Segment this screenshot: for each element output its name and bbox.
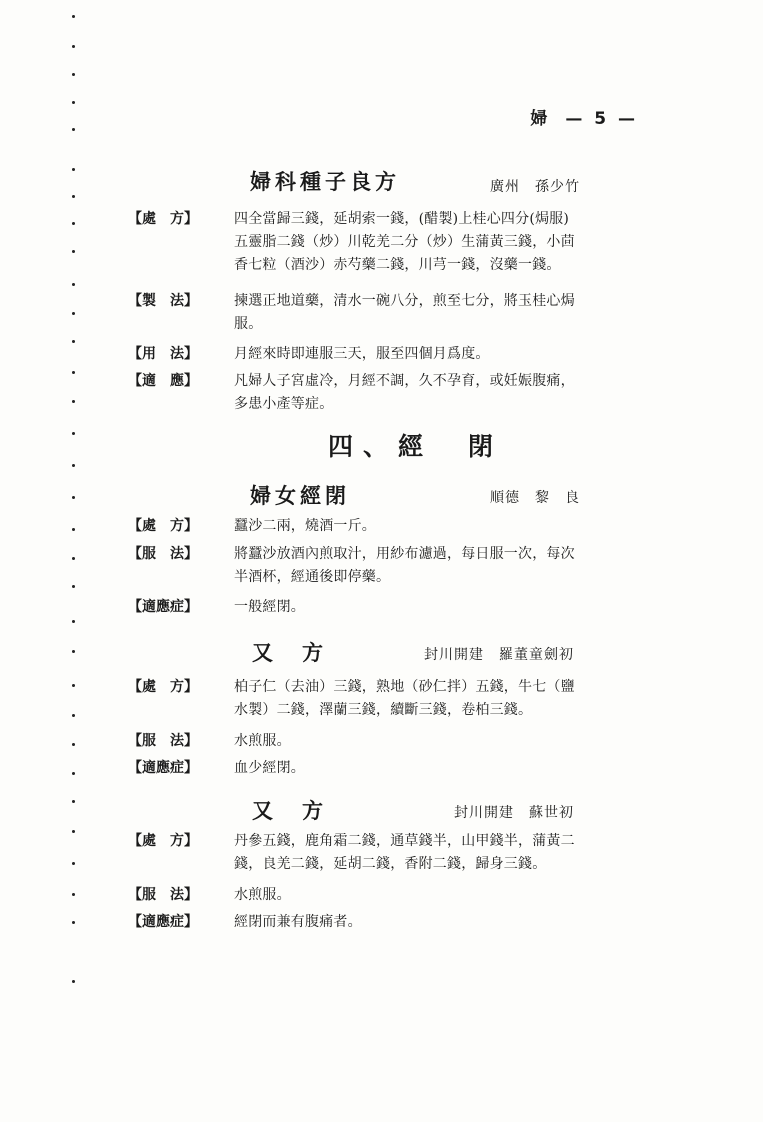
recipe-row-prescription bbox=[128, 515, 668, 538]
recipe-row-dosage bbox=[128, 730, 668, 753]
row-label: 【處 方】 bbox=[128, 833, 198, 849]
row-text-line: 丹參五錢，鹿角霜二錢，通草錢半，山甲錢半，蒲黃二 bbox=[234, 833, 575, 849]
section-title: 四、經 閉 bbox=[328, 432, 504, 461]
row-text-line: 揀選正地道藥，清水一碗八分，煎至七分，將玉桂心焗 bbox=[234, 293, 575, 309]
row-text-line: 水製）二錢，澤蘭三錢，續斷三錢，卷柏三錢。 bbox=[234, 702, 533, 718]
row-text-line: 柏子仁（去油）三錢，熟地（砂仁拌）五錢，牛七（鹽 bbox=[234, 679, 575, 695]
header-category: 婦 bbox=[530, 109, 551, 129]
recipe-row-indication bbox=[128, 596, 668, 619]
row-label: 【適應症】 bbox=[128, 914, 198, 930]
row-label: 【適應症】 bbox=[128, 760, 198, 776]
recipe-title: 婦科種子良方 bbox=[250, 169, 400, 194]
recipe-row-prescription bbox=[128, 830, 668, 876]
row-text-line: 月經來時即連服三天，服至四個月爲度。 bbox=[234, 346, 490, 362]
row-text-line: 水煎服。 bbox=[234, 887, 291, 903]
recipe-title: 又 方 bbox=[252, 640, 327, 665]
row-text-line: 香七粒（酒沙）赤芍藥二錢，川芎一錢，沒藥一錢。 bbox=[234, 257, 561, 273]
row-text-line: 凡婦人子宮虛冷，月經不調，久不孕育，或妊娠腹痛， bbox=[234, 373, 575, 389]
page-header bbox=[530, 104, 638, 129]
row-label: 【用 法】 bbox=[128, 346, 198, 362]
row-text-line: 服。 bbox=[234, 316, 263, 332]
row-label: 【服 法】 bbox=[128, 887, 198, 903]
row-label: 【處 方】 bbox=[128, 679, 198, 695]
recipe-row-indication bbox=[128, 370, 668, 416]
row-text-line: 血少經閉。 bbox=[234, 760, 305, 776]
recipe-row-dosage bbox=[128, 543, 668, 589]
row-label: 【服 法】 bbox=[128, 546, 198, 562]
recipe-row-indication bbox=[128, 757, 668, 780]
recipe-attribution: 封川開建 蘇世初 bbox=[454, 805, 574, 821]
recipe-row-preparation bbox=[128, 290, 668, 336]
row-label: 【製 法】 bbox=[128, 293, 198, 309]
row-text-line: 四全當歸三錢，延胡索一錢，(醋製)上桂心四分(焗服) bbox=[234, 211, 570, 227]
row-text-line: 水煎服。 bbox=[234, 733, 291, 749]
row-text-line: 蠶沙二兩，燒酒一斤。 bbox=[234, 518, 376, 534]
recipe-row-prescription bbox=[128, 676, 668, 722]
row-text-line: 經閉而兼有腹痛者。 bbox=[234, 914, 362, 930]
row-text-line: 五靈脂二錢（炒）川乾羌二分（炒）生蒲黃三錢，小茴 bbox=[234, 234, 575, 250]
recipe-row-usage bbox=[128, 343, 668, 366]
row-label: 【適 應】 bbox=[128, 373, 198, 389]
row-label: 【處 方】 bbox=[128, 518, 198, 534]
row-text-line: 一般經閉。 bbox=[234, 599, 305, 615]
row-text-line: 半酒杯，經通後即停藥。 bbox=[234, 569, 391, 585]
row-label: 【服 法】 bbox=[128, 733, 198, 749]
recipe-row-dosage bbox=[128, 884, 668, 907]
binding-dots bbox=[60, 0, 90, 1122]
recipe-attribution: 順德 黎 良 bbox=[490, 490, 580, 506]
row-text-line: 將蠶沙放酒內煎取汁，用紗布濾過，每日服一次，每次 bbox=[234, 546, 575, 562]
row-text-line: 多患小產等症。 bbox=[234, 396, 334, 412]
recipe-attribution: 廣州 孫少竹 bbox=[490, 179, 580, 195]
row-label: 【適應症】 bbox=[128, 599, 198, 615]
recipe-row-prescription bbox=[128, 208, 668, 277]
recipe-row-indication bbox=[128, 911, 668, 934]
recipe-title: 婦女經閉 bbox=[250, 483, 350, 508]
recipe-attribution: 封川開建 羅董童劍初 bbox=[424, 647, 574, 663]
recipe-title: 又 方 bbox=[252, 798, 327, 823]
page-number: — 5 — bbox=[565, 109, 638, 129]
row-text-line: 錢，良羌二錢，延胡二錢，香附二錢，歸身三錢。 bbox=[234, 856, 547, 872]
row-label: 【處 方】 bbox=[128, 211, 198, 227]
